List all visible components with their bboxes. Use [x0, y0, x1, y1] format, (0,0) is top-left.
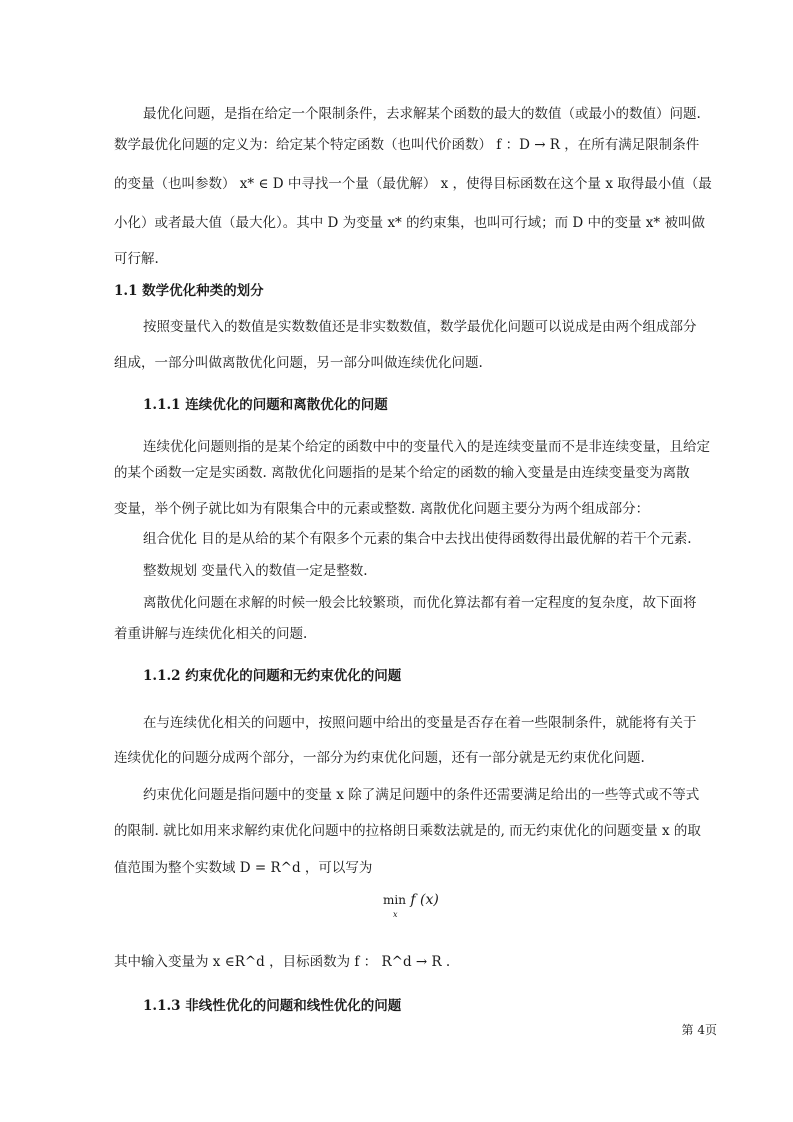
paragraph-line: 的某个函数一定是实函数. 离散优化问题指的是某个给定的函数的输入变量是由连续变量变为离散: [114, 465, 690, 481]
paragraph-line: 连续优化的问题分成两个部分，一部分为约束优化问题，还有一部分就是无约束优化问题.: [114, 750, 645, 766]
paragraph-line: 最优化问题，是指在给定一个限制条件，去求解某个函数的最大的数值（或最小的数值）问题.: [143, 106, 701, 122]
paragraph-line: 值范围为整个实数域 D = R^d ，可以写为: [114, 860, 373, 876]
paragraph-line: 数学最优化问题的定义为：给定某个特定函数（也叫代价函数） f ：D → R ，在所有满足限制条件: [114, 137, 700, 153]
paragraph-line: 按照变量代入的数值是实数数值还是非实数数值，数学最优化问题可以说成是由两个组成部分: [143, 319, 697, 335]
formula-expression: f (x): [410, 892, 439, 908]
formula-subscript: x: [393, 910, 398, 919]
paragraph-line: 组成，一部分叫做离散优化问题，另一部分叫做连续优化问题.: [114, 355, 483, 371]
paragraph-line: 连续优化问题则指的是某个给定的函数中中的变量代入的是连续变量而不是非连续变量，且给定: [143, 439, 710, 455]
paragraph-line: 小化）或者最大值（最大化）。其中 D 为变量 x* 的约束集，也叫可行域；而 D 中的变量 x* 被叫做: [114, 215, 705, 231]
section-heading-1-1: 1.1 数学优化种类的划分: [114, 283, 264, 299]
formula-min: min: [383, 893, 406, 907]
paragraph-line: 在与连续优化相关的问题中，按照问题中给出的变量是否存在着一些限制条件，就能将有关于: [143, 715, 697, 731]
section-heading-1-1-1: 1.1.1 连续优化的问题和离散优化的问题: [143, 397, 388, 413]
paragraph-line: 可行解.: [114, 251, 159, 267]
page-number: 第 4页: [681, 1023, 717, 1037]
paragraph-line: 约束优化问题是指问题中的变量 x 除了满足问题中的条件还需要满足给出的一些等式或不等式: [143, 787, 700, 803]
formula-min-f-x: [383, 892, 439, 919]
paragraph-line: 离散优化问题在求解的时候一般会比较繁琐，而优化算法都有着一定程度的复杂度，故下面将: [143, 595, 697, 611]
section-heading-1-1-3: 1.1.3 非线性优化的问题和线性优化的问题: [143, 998, 402, 1014]
section-heading-1-1-2: 1.1.2 约束优化的问题和无约束优化的问题: [143, 668, 402, 684]
paragraph-line: 的限制. 就比如用来求解约束优化问题中的拉格朗日乘数法就是的, 而无约束优化的问题变量 x 的取: [114, 823, 701, 839]
paragraph-line: 组合优化 目的是从给的某个有限多个元素的集合中去找出使得函数得出最优解的若干个元素.: [143, 531, 692, 547]
paragraph-line: 整数规划 变量代入的数值一定是整数.: [143, 563, 368, 579]
paragraph-line: 着重讲解与连续优化相关的问题.: [114, 626, 308, 642]
paragraph-line: 其中输入变量为 x ∈R^d ，目标函数为 f ： R^d → R .: [114, 954, 451, 970]
paragraph-line: 变量，举个例子就比如为有限集合中的元素或整数. 离散优化问题主要分为两个组成部分：: [114, 501, 650, 517]
paragraph-line: 的变量（也叫参数） x* ∈ D 中寻找一个量（最优解） x ，使得目标函数在这个量 x 取得最小值（最: [114, 176, 712, 192]
